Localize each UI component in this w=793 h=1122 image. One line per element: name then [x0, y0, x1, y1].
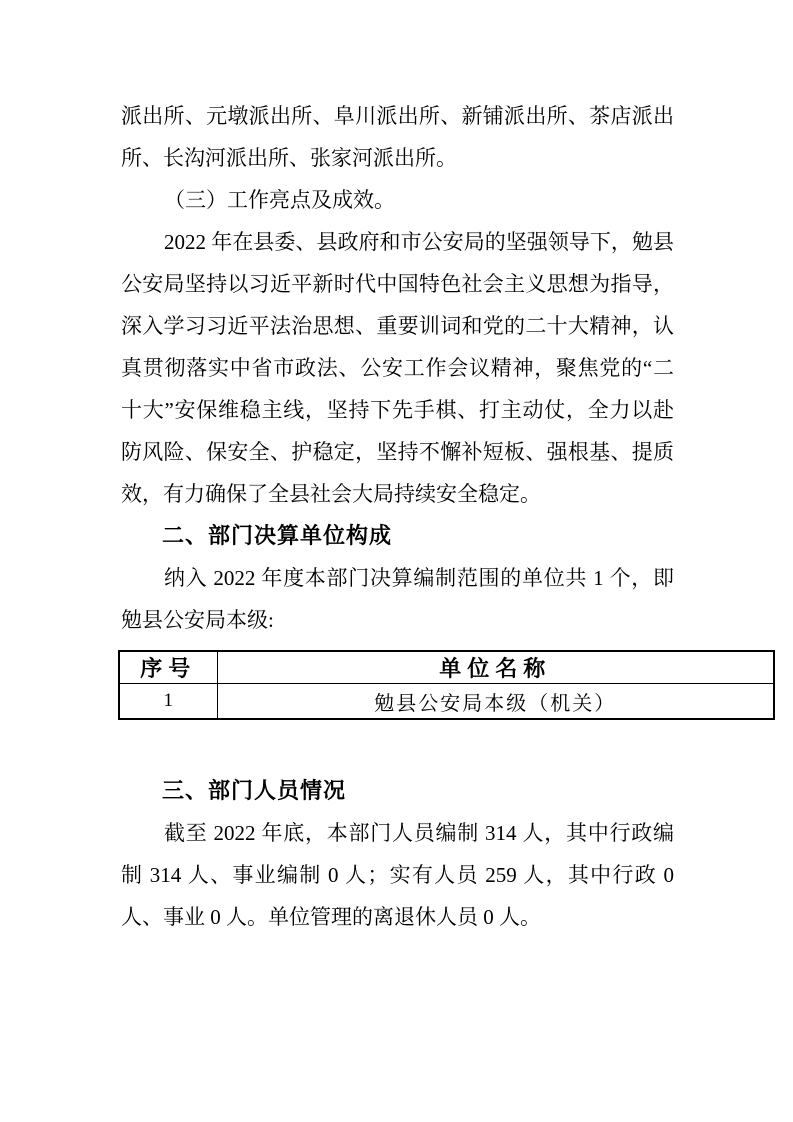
unit-row-index: 1: [119, 684, 217, 720]
units-table-header-index: 序号: [119, 651, 217, 684]
document-content: [121, 95, 674, 938]
units-table-header-row: [119, 651, 774, 684]
units-table: [118, 650, 775, 720]
continuation-paragraph: 派出所、元墩派出所、阜川派出所、新铺派出所、茶店派出所、长沟河派出所、张家河派出所。: [121, 104, 674, 170]
subsection-heading-highlights: （三）工作亮点及成效。: [164, 188, 395, 212]
work-highlights-paragraph: 2022 年在县委、县政府和市公安局的坚强领导下，勉县公安局坚持以习近平新时代中国特色社会主义思想为指导，深入学习习近平法治思想、重要训词和党的二十大精神，认真贯彻落实中省市政法、公安工作会议精神，聚焦党的“二十大”安保维稳主线，坚持下先手棋、打主动仗，全力以赴防风险、保安全、护稳定，坚持不懈补短板、强根基、提质效，有力确保了全县社会大局持续安全稳定。: [121, 230, 674, 506]
section-heading-unit-composition: 二、部门决算单位构成: [162, 523, 393, 548]
personnel-paragraph: 截至 2022 年底，本部门人员编制 314 人，其中行政编制 314 人、事业编制 0 人；实有人员 259 人，其中行政 0 人、事业 0 人。单位管理的离退休人员 0 人。: [121, 821, 674, 929]
units-table-header-unit-name: 单位名称: [217, 651, 774, 684]
unit-composition-intro-paragraph: 纳入 2022 年度本部门决算编制范围的单位共 1 个，即勉县公安局本级:: [121, 566, 674, 632]
unit-row-name: 勉县公安局本级（机关）: [217, 684, 774, 720]
section-heading-personnel: 三、部门人员情况: [162, 778, 347, 803]
units-table-row: [119, 684, 774, 720]
